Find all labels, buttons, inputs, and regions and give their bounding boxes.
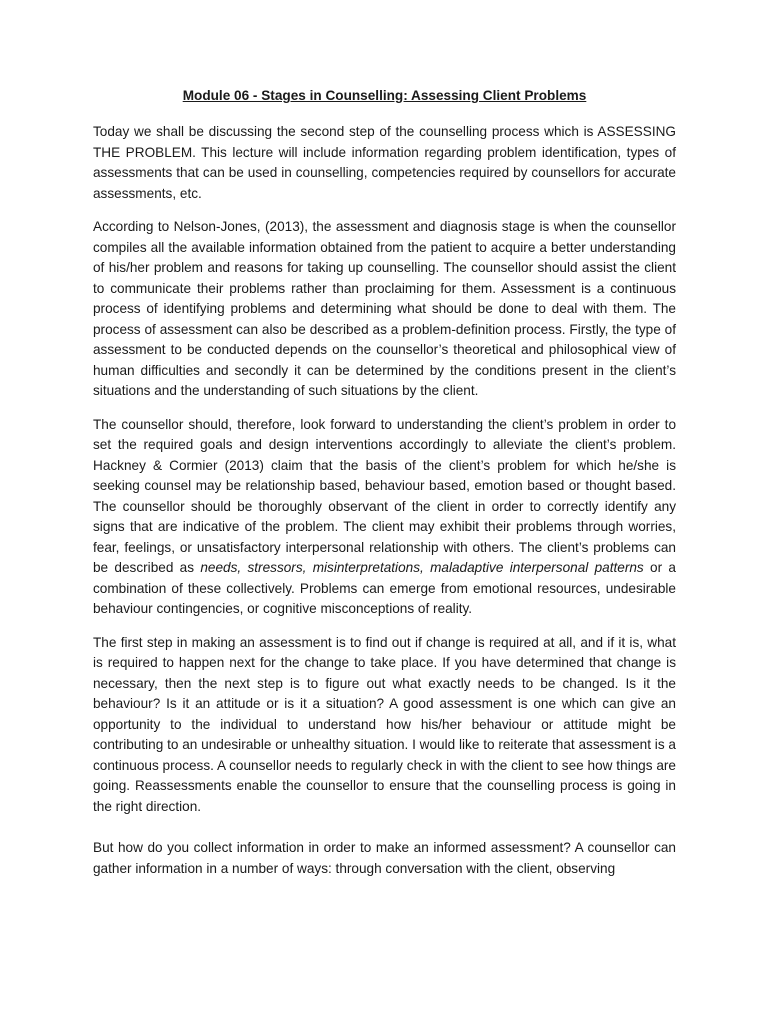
document-page (93, 86, 676, 892)
paragraph-client-problem-text-2: or a combination of these collectively. Problems can emerge from emotional resources, undesirable behaviour contingencies, or cognitive misconceptions of reality. (93, 560, 676, 616)
paragraph-client-problem-text-1: The counsellor should, therefore, look forward to understanding the client’s problem in order to set the required goals and design interventions accordingly to alleviate the client’s problem. Hackney & Cormier (2013) claim that the basis of the client’s problem for which he/she is seeking counsel may be relationship based, behaviour based, emotion based or thought based. The counsellor should be thoroughly observant of the client in order to correctly identify any signs that are indicative of the problem. The client may exhibit their problems through worries, fear, feelings, or unsatisfactory interpersonal relationship with others. The client’s problems can be described as (93, 416, 676, 575)
paragraph-client-problem-italic: needs, stressors, misinterpretations, maladaptive interpersonal patterns (200, 560, 644, 575)
paragraph-nelson-jones: According to Nelson-Jones, (2013), the assessment and diagnosis stage is when the counsellor compiles all the available information obtained from the patient to acquire a better understanding of his/her problem and reasons for taking up counselling. The counsellor should assist the client to communicate their problems rather than proclaiming for them. Assessment is a continuous process of identifying problems and determining what should be done to deal with them. The process of assessment can also be described as a problem-definition process. Firstly, the type of assessment to be conducted depends on the counsellor’s theoretical and philosophical view of human difficulties and secondly it can be determined by the conditions present in the client’s situations and the understanding of such situations by the client. (93, 219, 676, 398)
paragraph-intro: Today we shall be discussing the second step of the counselling process which is ASSESSING THE PROBLEM. This lecture will include information regarding problem identification, types of assessments that can be used in counselling, competencies required by counsellors for accurate assessments, etc. (93, 124, 676, 201)
document-title: Module 06 - Stages in Counselling: Assessing Client Problems (182, 88, 587, 103)
paragraph-client-problem (93, 415, 676, 620)
paragraph-first-step: The first step in making an assessment is to find out if change is required at all, and if it is, what is required to happen next for the change to take place. If you have determined that change is necessary, then the next step is to figure out what exactly needs to be changed. Is it the behaviour? Is it an attitude or is it a situation? A good assessment is one which can give an opportunity to the individual to understand how his/her behaviour or attitude might be contributing to an undesirable or unhealthy situation. I would like to reiterate that assessment is a continuous process. A counsellor needs to regularly check in with the client to see how things are going. Reassessments enable the counsellor to ensure that the counselling process is going in the right direction. (93, 634, 676, 814)
paragraph-collect-information: But how do you collect information in order to make an informed assessment? A counsellor can gather information in a number of ways: through conversation with the client, observing (93, 840, 676, 876)
